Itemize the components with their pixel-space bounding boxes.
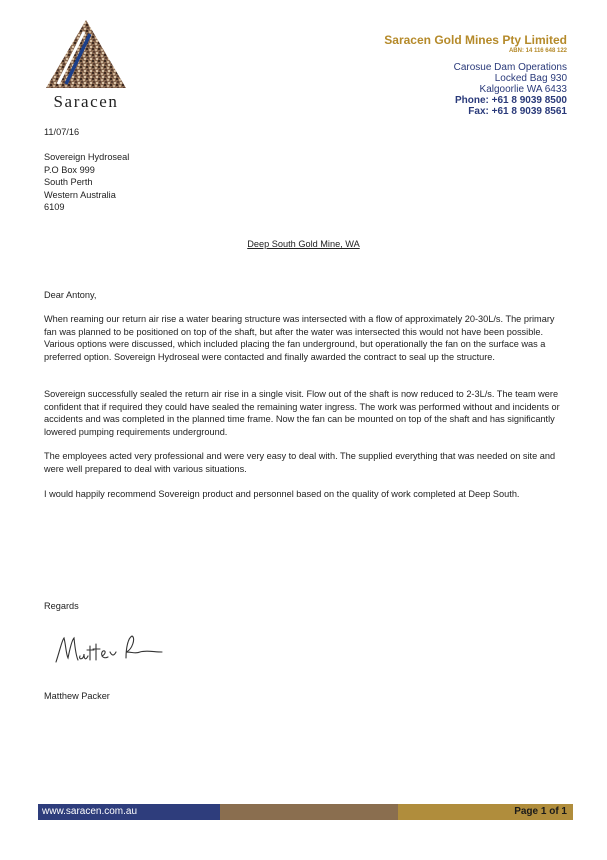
closing: Regards — [44, 601, 79, 611]
recipient-line: 6109 — [44, 202, 65, 212]
address-line: Kalgoorlie WA 6433 — [479, 84, 567, 95]
footer-website[interactable]: www.saracen.com.au — [38, 804, 220, 820]
page-number: Page 1 of 1 — [398, 804, 573, 820]
recipient-line: South Perth — [44, 177, 93, 187]
address-line: Locked Bag 930 — [494, 73, 567, 84]
signer-name: Matthew Packer — [44, 691, 110, 701]
phone-number: Phone: +61 8 9039 8500 — [454, 95, 567, 106]
company-abn: ABN: 14 116 648 122 — [508, 48, 567, 54]
fax-number: Fax: +61 8 9039 8561 — [468, 106, 567, 117]
letter-date: 11/07/16 — [44, 127, 80, 137]
handwritten-signature — [54, 628, 164, 672]
footer-bar — [38, 804, 573, 820]
company-name: Saracen Gold Mines Pty Limited — [384, 33, 567, 47]
company-header — [384, 33, 567, 117]
address-line: Carosue Dam Operations — [453, 62, 567, 73]
paragraph: The employees acted very professional and were very easy to deal with. The supplied everything that was needed on site and were well prepared to deal with various situations. — [44, 451, 556, 474]
paragraph: Sovereign successfully sealed the return air rise in a single visit. Flow out of the shaft is now reduced to 2-3L/s. The team were confident that if required they could have sealed the remaining water ingress. The work was performed without and incidents or accidents and was completed in the planned time frame. Now the fan can be mounted on top of the shaft and has significantly lowered pumping requirements underground. — [44, 389, 560, 437]
recipient-line: Western Australia — [44, 189, 116, 200]
triangle-logo-icon — [44, 18, 128, 92]
paragraph: I would happily recommend Sovereign product and personnel based on the quality of work completed at Deep South. — [44, 489, 520, 499]
footer-divider — [220, 804, 398, 820]
recipient-line: Sovereign Hydroseal — [44, 152, 130, 162]
letter-subject: Deep South Gold Mine, WA — [247, 239, 360, 249]
salutation: Dear Antony, — [44, 290, 97, 300]
logo-wordmark: Saracen — [53, 92, 119, 111]
paragraph: When reaming our return air rise a water bearing structure was intersected with a flow of approximately 20-30L/s. The primary fan was planned to be positioned on top of the shaft, but after the water was intersected this would not have been possible. Various options were discussed, which included placing the fan underground, but operationally the fan on the surface was a preferred option. Sovereign Hydroseal were contacted and finally awarded the contract to seal up the structure. — [44, 314, 555, 362]
company-logo — [40, 18, 132, 113]
recipient-address — [44, 151, 567, 214]
recipient-line: P.O Box 999 — [44, 164, 95, 175]
